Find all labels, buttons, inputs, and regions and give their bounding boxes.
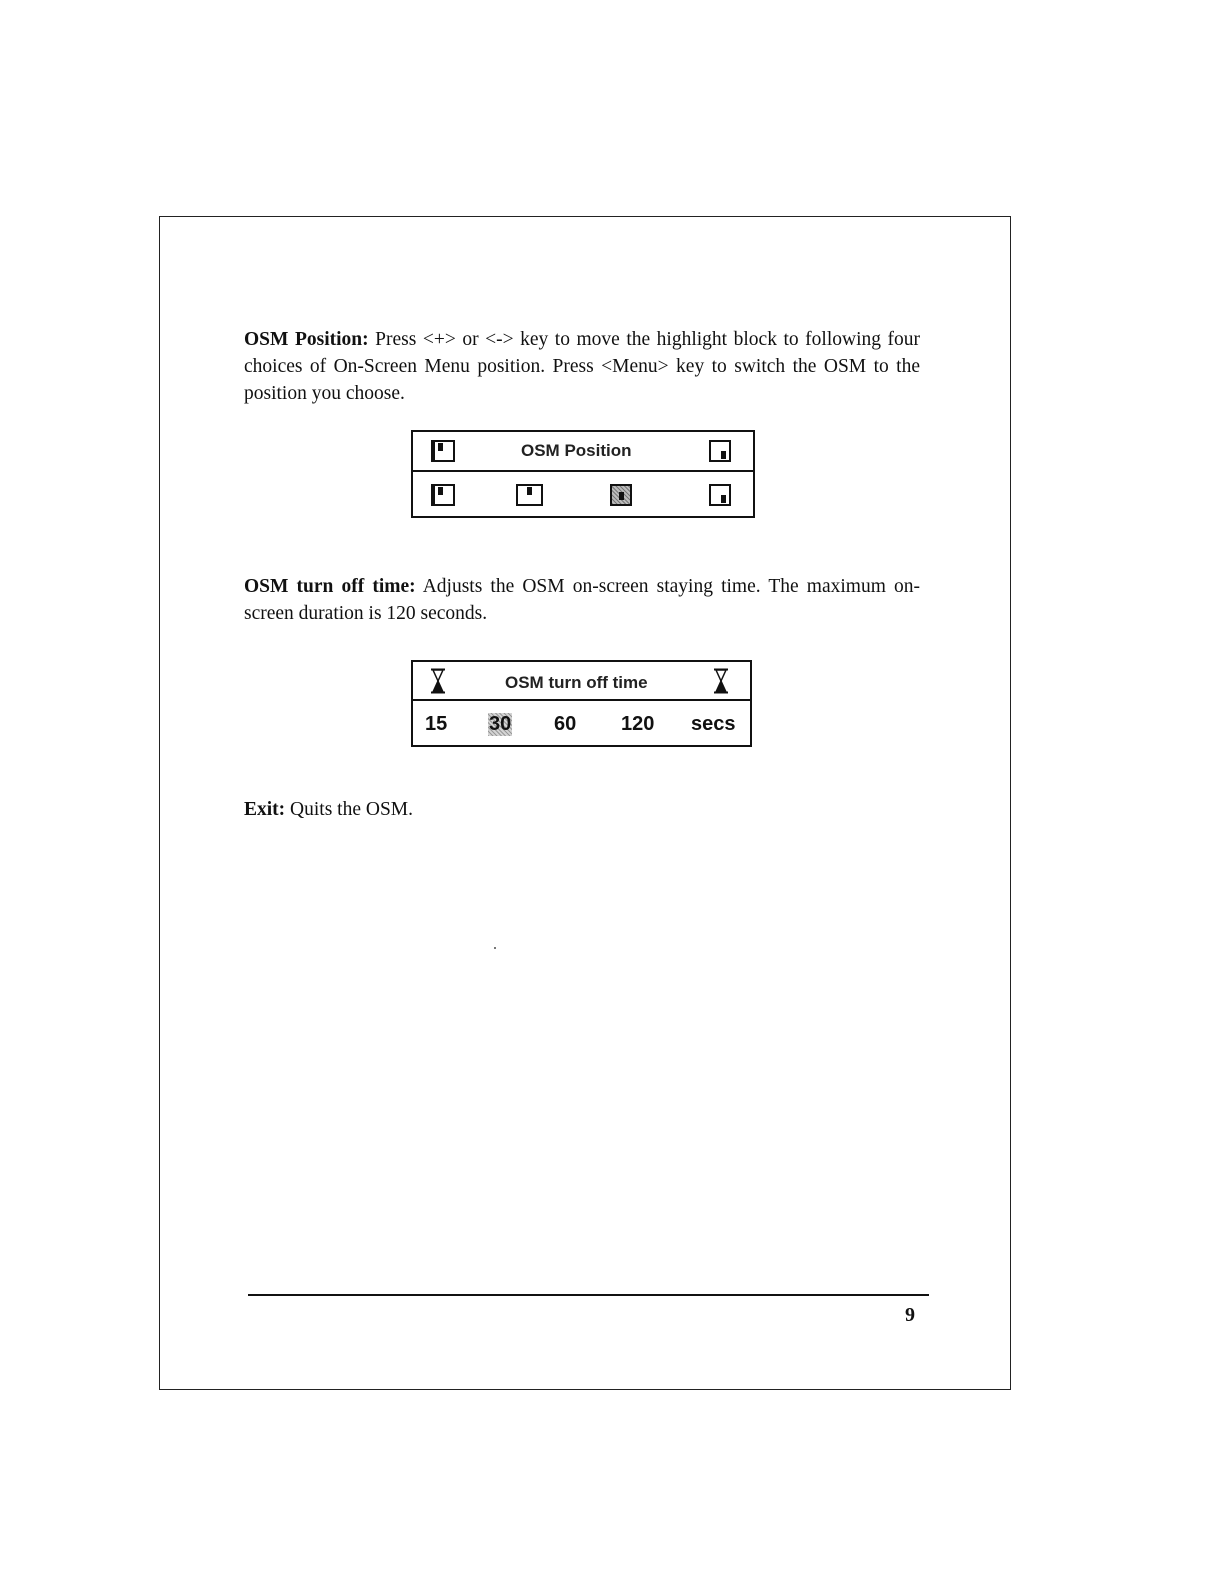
hourglass-icon <box>430 668 446 694</box>
top-left-position-icon <box>433 440 455 462</box>
top-center-position-icon[interactable] <box>516 484 543 506</box>
osm-position-header <box>413 432 753 470</box>
hourglass-icon <box>713 668 729 694</box>
bottom-right-position-icon <box>709 440 731 462</box>
osm-turnoff-panel <box>411 660 752 747</box>
osm-turnoff-title: OSM turn off time <box>505 673 648 692</box>
turnoff-value-15[interactable]: 15 <box>425 713 448 735</box>
exit-paragraph <box>244 796 920 823</box>
osm-turnoff-values <box>413 701 750 745</box>
turnoff-value-60[interactable]: 60 <box>554 713 577 735</box>
page-number: 9 <box>905 1304 915 1326</box>
osm-position-text: Press <+> or <-> key to move the highlight block to following four choices of On-Screen Menu position. Press <Menu> key to switch the OSM to the position you choose. <box>244 329 920 404</box>
footer-rule <box>248 1294 929 1296</box>
bottom-right-position-icon[interactable] <box>709 484 731 506</box>
turnoff-value-120[interactable]: 120 <box>621 713 655 735</box>
osm-position-choices <box>413 472 753 516</box>
scan-speck <box>494 947 496 949</box>
turnoff-unit: secs <box>691 713 736 735</box>
osm-position-paragraph <box>244 326 920 407</box>
osm-position-heading: OSM Position: <box>244 329 369 350</box>
turnoff-value-30[interactable]: 30 <box>489 713 512 735</box>
osm-position-panel <box>411 430 755 518</box>
osm-turnoff-text: Adjusts the OSM on-screen staying time. The maximum on-screen duration is 120 seconds. <box>244 576 920 624</box>
osm-turnoff-header <box>413 662 750 699</box>
exit-text: Quits the OSM. <box>290 799 414 820</box>
center-position-icon[interactable] <box>610 484 632 506</box>
exit-heading: Exit: <box>244 799 286 820</box>
top-left-position-icon[interactable] <box>433 484 455 506</box>
osm-turnoff-paragraph <box>244 573 920 627</box>
osm-position-title: OSM Position <box>521 441 632 460</box>
osm-turnoff-heading: OSM turn off time: <box>244 576 416 597</box>
